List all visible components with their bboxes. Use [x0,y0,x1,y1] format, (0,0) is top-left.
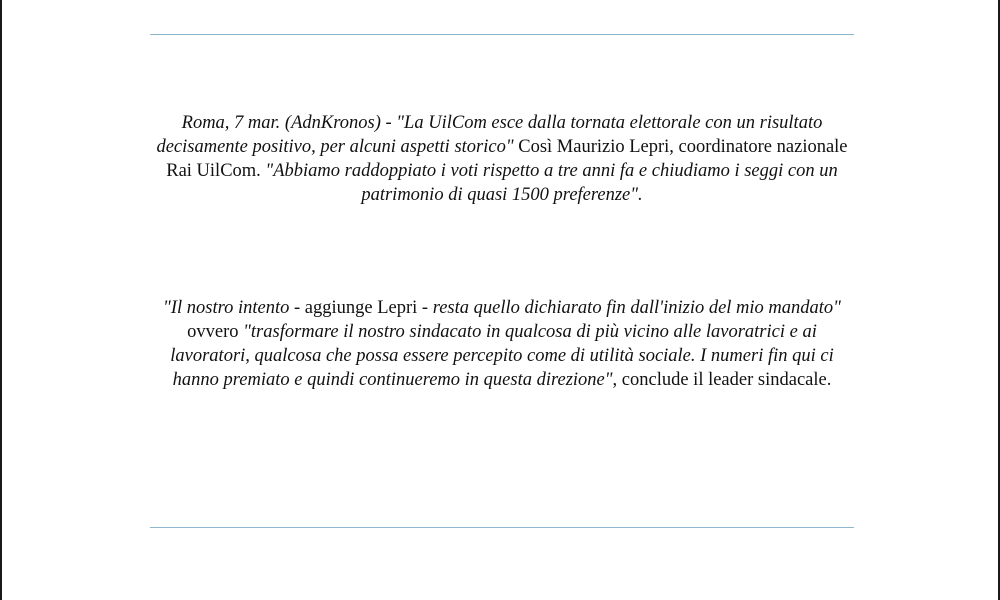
quote-intent-open: "Il nostro intento [163,298,290,318]
connector-ovvero: ovvero [187,322,244,342]
bottom-divider [150,527,854,528]
attribution: Così Maurizio Lepri, coordinatore nazionale Rai UilCom. [166,137,848,181]
top-divider [150,34,854,35]
article-paragraph-1 [152,111,852,207]
quote-result: "La UilCom esce dalla tornata elettorale con un risultato decisamente positivo, per alcuni aspetti storico" [156,113,823,157]
conclusion: , conclude il leader sindacale. [612,370,832,390]
article-paragraph-2 [152,296,852,392]
dateline: Roma, 7 mar. (AdnKronos) - [181,113,397,133]
quote-votes: "Abbiamo raddoppiato i voti rispetto a tre anni fa e chiudiamo i seggi con un patrimonio di quasi 1500 preferenze" [265,161,838,205]
speaker-aside: - aggiunge Lepri - [289,298,433,318]
paragraph-1-end: . [638,185,643,205]
quote-intent-rest: resta quello dichiarato fin dall'inizio del mio mandato" [432,298,841,318]
quote-transform: "trasformare il nostro sindacato in qualcosa di più vicino alle lavoratrici e ai lavoratori, qualcosa che possa essere percepito come di utilità sociale. I numeri fin qui ci hanno premiato e quindi continueremo in questa direzione" [170,322,834,390]
